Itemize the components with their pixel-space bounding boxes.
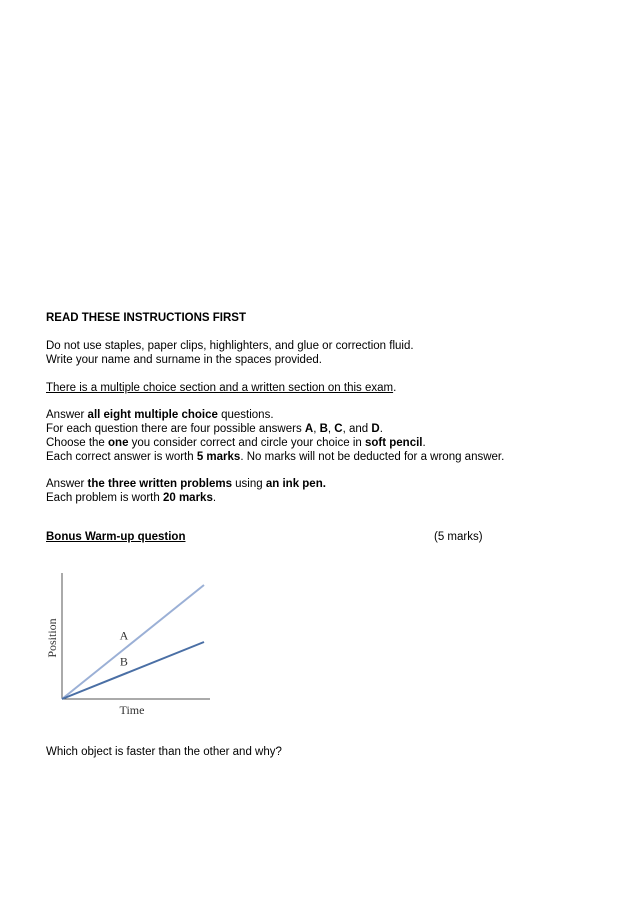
mc-a3: questions.	[217, 409, 274, 421]
mc-a2: all eight multiple choice	[87, 409, 218, 421]
x-axis-label: Time	[119, 703, 145, 717]
sections-text: There is a multiple choice section and a written section on this exam	[46, 382, 394, 394]
bonus-title: Bonus Warm-up question	[46, 531, 186, 543]
series-layer	[62, 585, 204, 699]
bonus-question: Which object is faster than the other and why?	[46, 746, 282, 758]
series-line-b	[62, 642, 204, 699]
written-a3: using	[231, 478, 266, 490]
series-label-a: A	[119, 628, 129, 643]
mc-answer-all	[46, 408, 274, 422]
mc-d3: . No marks will not be deducted for a wrong answer.	[240, 451, 505, 463]
instruction-sections	[46, 381, 396, 395]
mc-choose-one	[46, 436, 426, 450]
series-line-a	[62, 585, 204, 699]
mc-c3: you consider correct and circle your choice in	[128, 437, 365, 449]
series-label-b: B	[119, 654, 128, 669]
mc-sep2: ,	[327, 423, 335, 435]
bonus-marks: (5 marks)	[434, 531, 483, 543]
mc-marks	[46, 450, 504, 464]
mc-option-b: B	[319, 423, 328, 435]
mc-b-end: .	[379, 423, 383, 435]
mc-option-a: A	[304, 423, 314, 435]
mc-option-d: D	[371, 423, 380, 435]
mc-d1: Each correct answer is worth	[46, 451, 197, 463]
mc-sep1: ,	[313, 423, 320, 435]
mc-four-answers	[46, 422, 383, 436]
written-answer	[46, 477, 326, 491]
written-a2: the three written problems	[87, 478, 232, 490]
mc-c2: one	[108, 437, 129, 449]
position-time-graph	[40, 565, 220, 725]
written-b2: 20 marks	[162, 492, 213, 504]
mc-a1: Answer	[46, 409, 88, 421]
mc-sep3: , and	[342, 423, 372, 435]
instruction-write-name: Write your name and surname in the spaces provided.	[46, 354, 322, 366]
mc-c4: soft pencil	[364, 437, 423, 449]
mc-c1: Choose the	[46, 437, 109, 449]
written-b1: Each problem is worth	[46, 492, 163, 504]
mc-option-c: C	[334, 423, 343, 435]
written-marks	[46, 491, 216, 505]
mc-b1: For each question there are four possible answers	[46, 423, 305, 435]
y-axis-label: Position	[45, 618, 59, 658]
sections-period: .	[393, 382, 397, 394]
written-a4: an ink pen.	[265, 478, 326, 490]
written-b3: .	[212, 492, 217, 504]
instruction-no-staples: Do not use staples, paper clips, highlighters, and glue or correction fluid.	[46, 340, 414, 352]
instructions-heading: READ THESE INSTRUCTIONS FIRST	[46, 312, 246, 324]
mc-d2: 5 marks	[196, 451, 241, 463]
mc-c5: .	[422, 437, 426, 449]
written-a1: Answer	[46, 478, 88, 490]
